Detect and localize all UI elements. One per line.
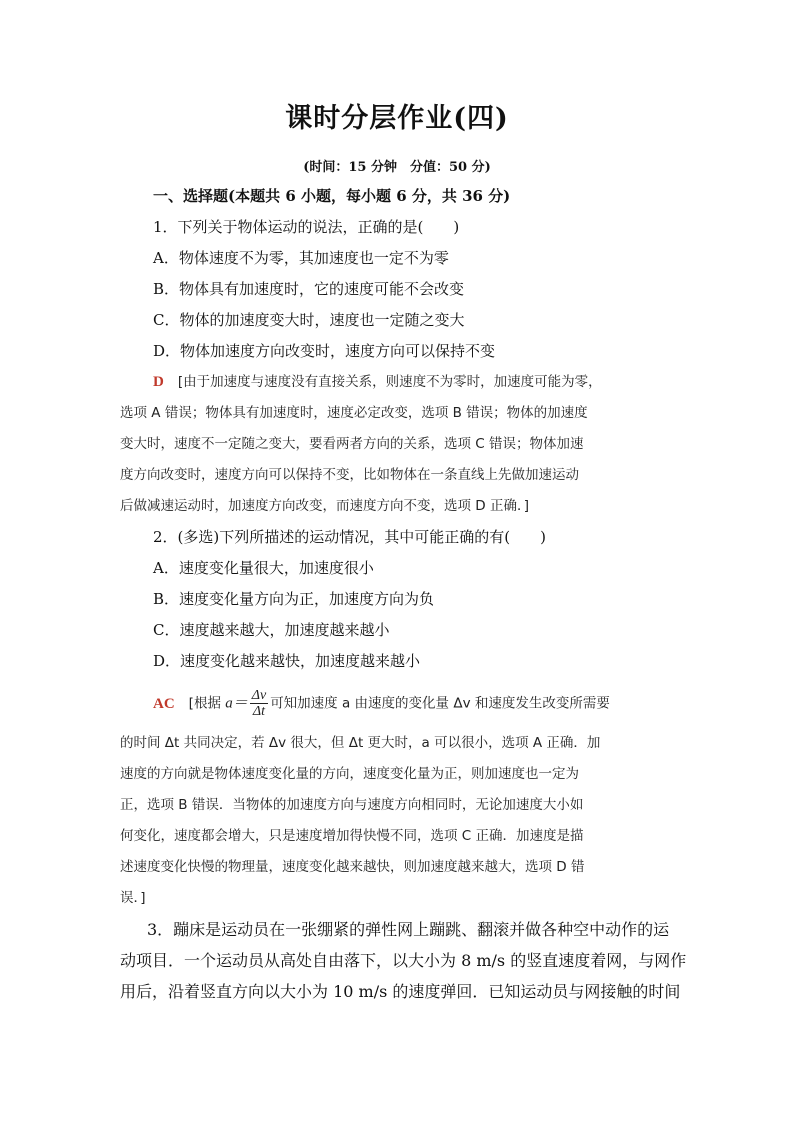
- question-1-explanation: [由于加速度与速度没有直接关系，则速度不为零时，加速度可能为零，: [177, 374, 602, 390]
- question-2-answer-line: [153, 688, 610, 719]
- question-2-explanation: 误．]: [120, 890, 146, 906]
- question-2-stem: 2．(多选)下列所描述的运动情况，其中可能正确的有( ): [153, 528, 546, 546]
- question-1-option-d: D．物体加速度方向改变时，速度方向可以保持不变: [153, 342, 496, 360]
- page-title: 课时分层作业(四): [285, 103, 509, 134]
- question-1-explanation: 变大时，速度不一定随之变大，要看两者方向的关系，选项 C 错误；物体加速: [120, 436, 584, 452]
- question-2-explanation: 可知加速度 a 由速度的变化量 Δv 和速度发生改变所需要: [270, 695, 610, 712]
- question-2-explanation: 正，选项 B 错误．当物体的加速度方向与速度方向相同时，无论加速度大小如: [120, 797, 584, 813]
- formula-denominator: Δt: [252, 704, 266, 719]
- question-1-answer-tag: D: [153, 374, 164, 390]
- question-2-option-a: A．速度变化量很大，加速度很小: [153, 559, 374, 577]
- question-2-option-c: C．速度越来越大，加速度越来越小: [153, 621, 390, 639]
- question-2-explanation: [根据: [188, 695, 226, 712]
- acceleration-formula-fraction: [250, 688, 268, 719]
- section-heading: 一、选择题(本题共 6 小题，每小题 6 分，共 36 分): [153, 187, 511, 205]
- question-1-explanation: 后做减速运动时，加速度方向改变，而速度方向不变，选项 D 正确．]: [120, 498, 529, 514]
- question-1-explanation: 度方向改变时，速度方向可以保持不变，比如物体在一条直线上先做加速运动: [120, 467, 579, 483]
- question-2-explanation: 述速度变化快慢的物理量，速度变化越来越快，则加速度越来越大，选项 D 错: [120, 859, 585, 875]
- question-1-answer-line: [153, 372, 602, 392]
- question-1-option-a: A．物体速度不为零，其加速度也一定不为零: [153, 249, 449, 267]
- question-1-option-b: B．物体具有加速度时，它的速度可能不会改变: [153, 280, 465, 298]
- question-2-explanation: 何变化，速度都会增大，只是速度增加得快慢不同，选项 C 正确．加速度是描: [120, 828, 584, 844]
- question-1-explanation: 选项 A 错误；物体具有加速度时，速度必定改变，选项 B 错误；物体的加速度: [120, 405, 588, 421]
- question-2-explanation: 速度的方向就是物体速度变化量的方向，速度变化量为正，则加速度也一定为: [120, 766, 579, 782]
- question-3-text: 用后，沿着竖直方向以大小为 10 m/s 的速度弹回．已知运动员与网接触的时间: [120, 982, 681, 1001]
- question-1-option-c: C．物体的加速度变大时，速度也一定随之变大: [153, 311, 465, 329]
- question-3-text: 动项目．一个运动员从高处自由落下，以大小为 8 m/s 的竖直速度着网，与网作: [120, 951, 687, 970]
- formula-numerator: Δv: [251, 688, 267, 703]
- question-2-option-b: B．速度变化量方向为正，加速度方向为负: [153, 590, 435, 608]
- question-1-stem: 1．下列关于物体运动的说法，正确的是( ): [153, 218, 460, 236]
- time-score-note: (时间：15 分钟 分值：50 分): [303, 160, 491, 175]
- question-2-option-d: D．速度变化越来越快，加速度越来越小: [153, 652, 421, 670]
- question-3-text: 3．蹦床是运动员在一张绷紧的弹性网上蹦跳、翻滚并做各种空中动作的运: [147, 920, 670, 939]
- question-2-answer-tag: AC: [153, 695, 175, 712]
- question-2-explanation: 的时间 Δt 共同决定，若 Δv 很大，但 Δt 更大时，a 可以很小，选项 A 正确．加: [120, 735, 601, 751]
- acceleration-formula-lhs: a＝: [225, 695, 248, 712]
